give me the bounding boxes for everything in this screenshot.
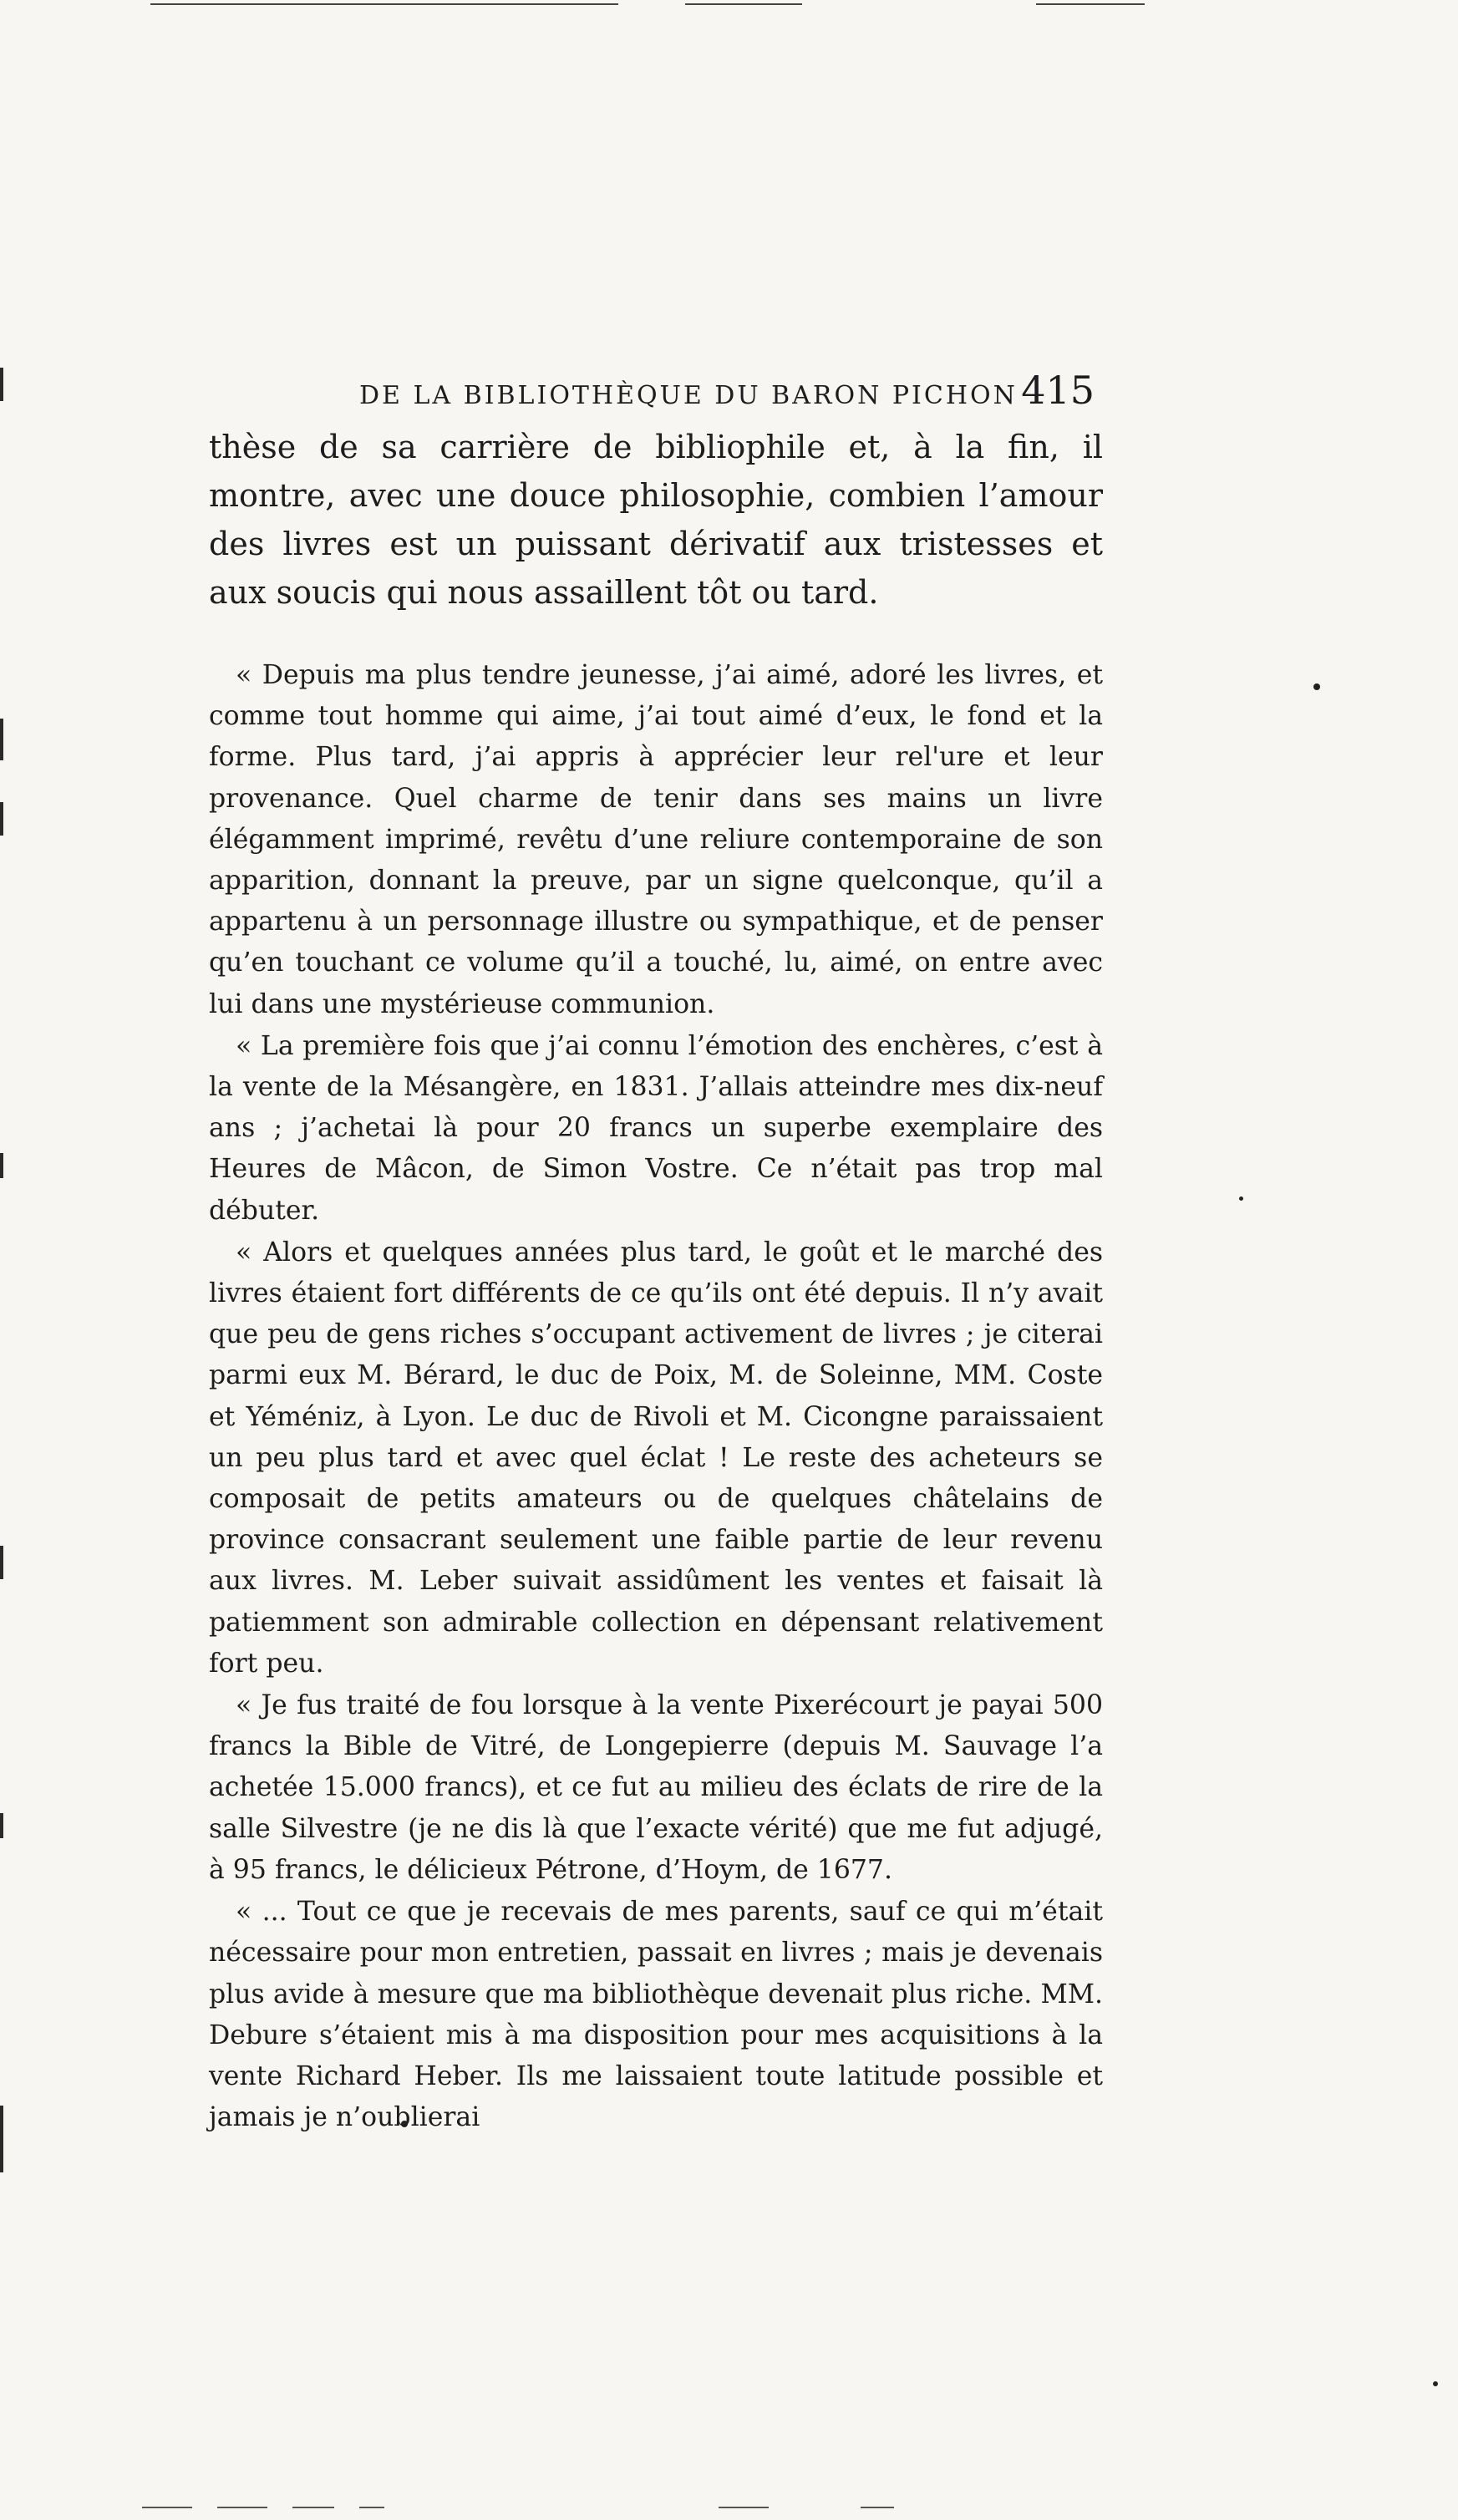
quote-paragraph: « La première fois que j’ai connu l’émotion des enchères, c’est à la vente de la Mésangère, en 1831. J’allais atteindre mes dix-neuf ans ; j’achetai là pour 20 francs un superbe exemplaire des Heures de Mâcon, de Simon Vostre. Ce n’était pas trop mal débuter. <box>209 1030 1103 1226</box>
scan-top-rule <box>685 3 802 5</box>
scan-left-edge <box>0 1153 3 1178</box>
scan-top-rule <box>150 3 618 5</box>
lead-paragraph: thèse de sa carrière de bibliophile et, à la fin, il montre, avec une douce philosophie, combien l’amour des livres est un puissant dérivatif aux tristesses et aux soucis qui nous assaillent tôt ou tard. <box>209 429 1103 611</box>
scan-bottom-rule <box>217 2507 267 2508</box>
scan-left-edge <box>0 802 3 836</box>
page-header <box>209 368 1103 418</box>
scan-bottom-rule <box>142 2507 192 2508</box>
ink-speck <box>1239 1196 1243 1201</box>
running-head: DE LA BIBLIOTHÈQUE DU BARON PICHON <box>359 381 1018 410</box>
scan-bottom-rule <box>359 2507 384 2508</box>
scan-left-edge <box>0 2106 3 2172</box>
scan-left-edge <box>0 1813 3 1838</box>
book-page <box>209 368 1103 2139</box>
page-number: 415 <box>1021 368 1095 413</box>
quoted-passage <box>209 655 1103 2138</box>
ink-speck <box>1433 2381 1438 2386</box>
ink-speck <box>1313 683 1320 690</box>
quote-paragraph: « Je fus traité de fou lorsque à la vente Pixerécourt je payai 500 francs la Bible de Vitré, de Longepierre (depuis M. Sauvage l’a achetée 15.000 francs), et ce fut au milieu des éclats de rire de la salle Silvestre (je ne dis là que l’exacte vérité) que me fut adjugé, à 95 francs, le délicieux Pétrone, d’Hoym, de 1677. <box>209 1690 1103 1885</box>
quote-paragraph: « Alors et quelques années plus tard, le goût et le marché des livres étaient fort différents de ce qu’ils ont été depuis. Il n’y avait que peu de gens riches s’occupant activement de livres ; je citerai parmi eux M. Bérard, le duc de Poix, M. de Soleinne, MM. Coste et Yéméniz, à Lyon. Le duc de Rivoli et M. Cicongne paraissaient un peu plus tard et avec quel éclat ! Le reste des acheteurs se composait de petits amateurs ou de quelques châtelains de province consacrant seulement une faible partie de leur revenu aux livres. M. Leber suivait assidûment les ventes et faisait là patiemment son admirable collection en dépensant relativement fort peu. <box>209 1237 1103 1679</box>
scan-left-edge <box>0 1546 3 1579</box>
quote-paragraph: « ... Tout ce que je recevais de mes parents, sauf ce qui m’était nécessaire pour mon entretien, passait en livres ; mais je devenais plus avide à mesure que ma bibliothèque devenait plus riche. MM. Debure s’étaient mis à ma disposition pour mes acquisitions à la vente Richard Heber. Ils me laissaient toute latitude possible et jamais je n’oublierai <box>209 1897 1103 2133</box>
scan-top-rule <box>1036 3 1145 5</box>
scan-left-edge <box>0 719 3 760</box>
scan-bottom-rule <box>719 2507 769 2508</box>
scan-left-edge <box>0 368 3 401</box>
scan-bottom-rule <box>861 2507 894 2508</box>
scan-bottom-rule <box>292 2507 334 2508</box>
quote-paragraph: « Depuis ma plus tendre jeunesse, j’ai aimé, adoré les livres, et comme tout homme qui aime, j’ai tout aimé d’eux, le fond et la forme. Plus tard, j’ai appris à apprécier leur rel'ure et leur provenance. Quel charme de tenir dans ses mains un livre élégamment imprimé, revêtu d’une reliure contemporaine de son apparition, donnant la preuve, par un signe quelconque, qu’il a appartenu à un personnage illustre ou sympathique, et de penser qu’en touchant ce volume qu’il a touché, lu, aimé, on entre avec lui dans une mystérieuse communion. <box>209 660 1103 1019</box>
